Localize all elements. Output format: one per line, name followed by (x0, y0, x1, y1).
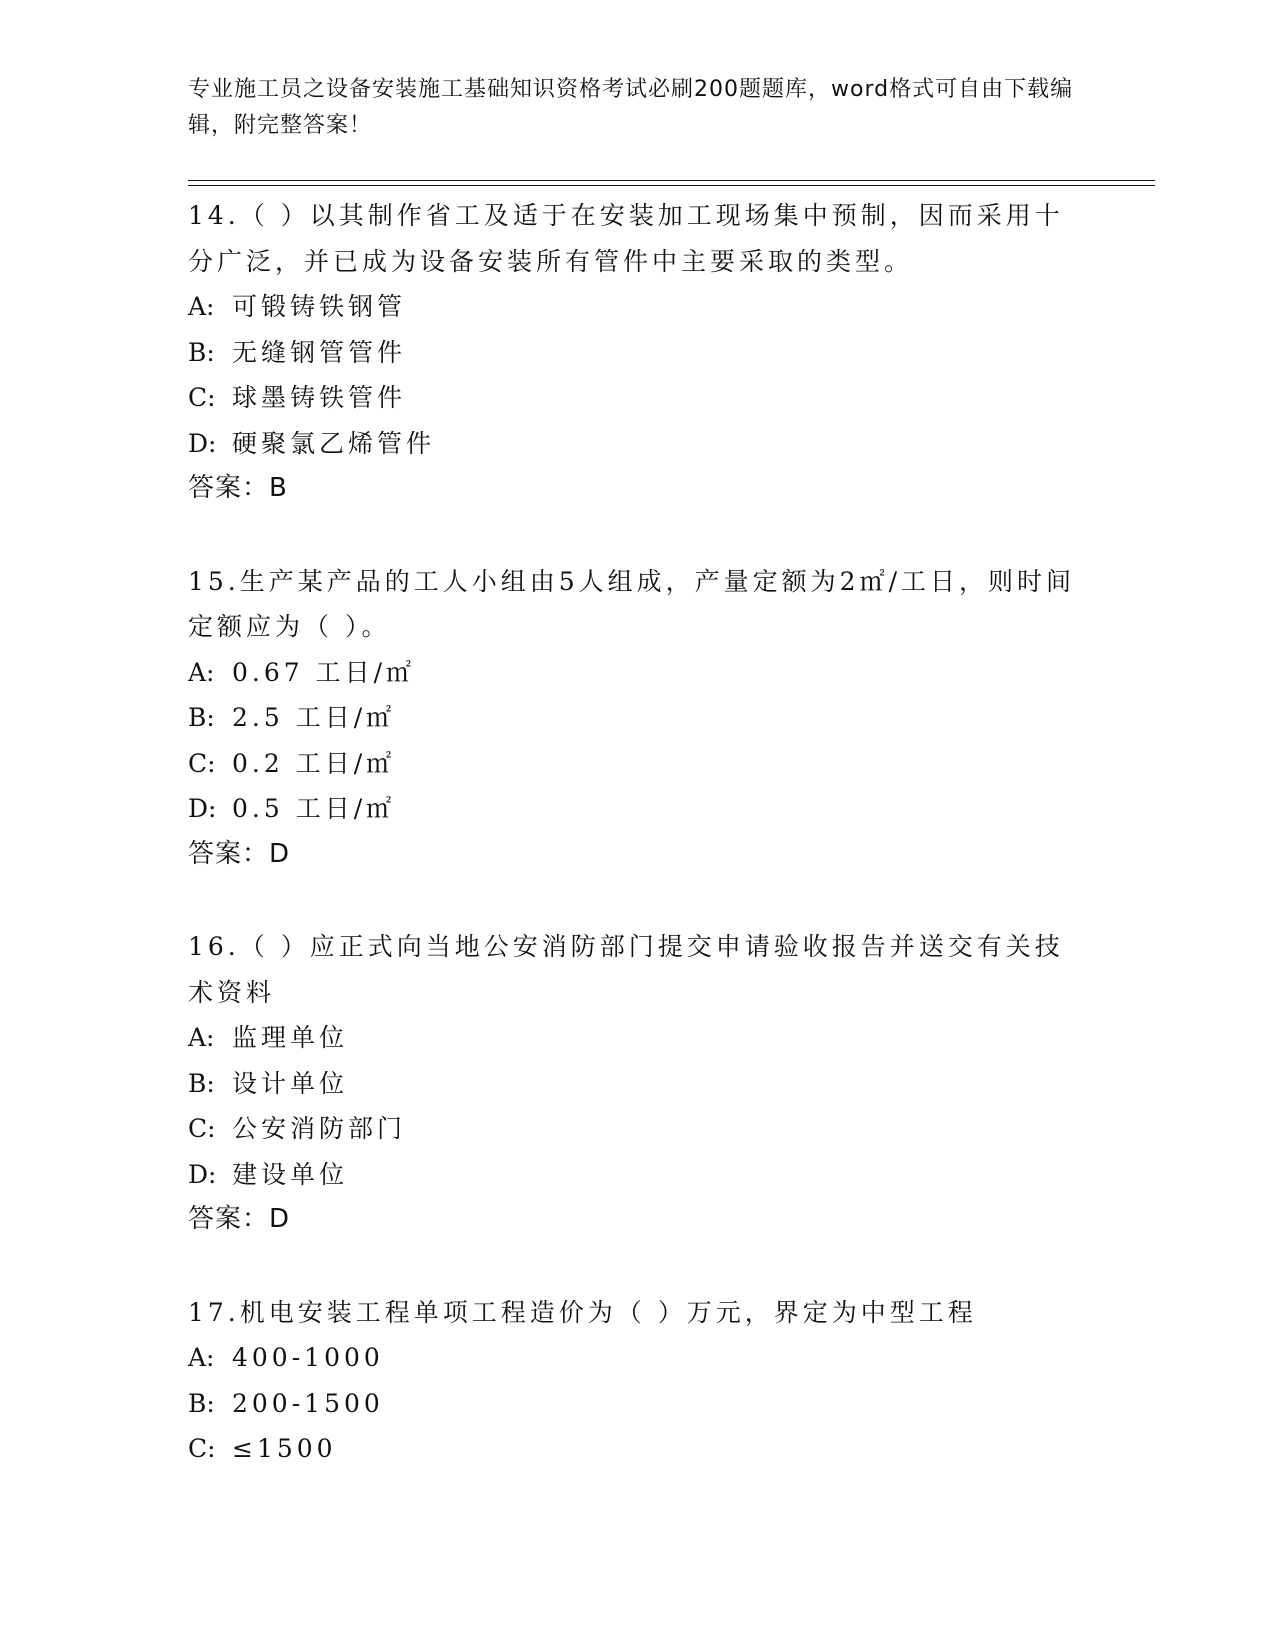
question-block (188, 193, 1088, 512)
option-text: 0.67 工日/㎡ (232, 657, 416, 687)
option-letter: D: (188, 428, 217, 458)
option-text: 0.5 工日/㎡ (232, 794, 396, 823)
question-stem: 14.（ ）以其制作省工及适于在安装加工现场集中预制，因而采用十分广泛，并已成为设备安装所有管件中主要采取的类型。 (188, 201, 1064, 276)
option-letter: C: (188, 748, 216, 778)
option-letter: A: (188, 292, 215, 321)
answer-option (188, 741, 1088, 787)
option-text: 建设单位 (232, 1159, 349, 1189)
header-rule-thin (188, 185, 1155, 186)
option-text: 无缝钢管管件 (232, 337, 407, 367)
option-letter: B: (188, 1068, 215, 1098)
option-text: 0.2 工日/㎡ (232, 748, 396, 778)
question-stem: 16.（ ）应正式向当地公安消防部门提交申请验收报告并送交有关技术资料 (188, 932, 1064, 1007)
answer-option (188, 1426, 1088, 1472)
document-title: 专业施工员之设备安装施工基础知识资格考试必刷200题题库，word格式可自由下载编辑，附完整答案！ (188, 77, 1074, 138)
question-stem: 15.生产某产品的工人小组由5人组成，产量定额为2㎡/工日，则时间定额应为（ ）。 (188, 566, 1075, 641)
answer-option (188, 421, 1088, 467)
option-letter: D: (188, 1159, 217, 1189)
option-text: ≤1500 (232, 1434, 337, 1463)
question-block (188, 1290, 1088, 1472)
answer-option (188, 695, 1088, 741)
option-text: 公安消防部门 (232, 1114, 407, 1143)
option-text: 硬聚氯乙烯管件 (232, 428, 436, 458)
answer-key: 答案：D (188, 1204, 291, 1234)
answer-option (188, 1106, 1088, 1152)
option-text: 可锻铸铁钢管 (232, 292, 407, 321)
option-text: 监理单位 (232, 1023, 349, 1052)
answer-option (188, 786, 1088, 832)
option-letter: B: (188, 337, 215, 367)
option-letter: C: (188, 1434, 216, 1463)
option-letter: A: (188, 1343, 215, 1372)
document-header (188, 72, 1088, 144)
option-text: 设计单位 (232, 1068, 349, 1098)
answer-option (188, 1381, 1088, 1427)
answer-option (188, 1061, 1088, 1107)
option-letter: A: (188, 1023, 215, 1052)
answer-option (188, 1152, 1088, 1198)
answer-option (188, 650, 1088, 696)
option-text: 2.5 工日/㎡ (232, 703, 396, 732)
option-text: 200-1500 (232, 1388, 384, 1418)
option-text: 球墨铸铁管件 (232, 383, 407, 412)
option-letter: D: (188, 794, 217, 823)
option-letter: B: (188, 1388, 215, 1418)
answer-option (188, 375, 1088, 421)
option-letter: C: (188, 383, 216, 412)
header-rule-thick (188, 180, 1155, 181)
option-letter: B: (188, 703, 215, 732)
question-block (188, 924, 1088, 1243)
option-text: 400-1000 (232, 1343, 384, 1372)
question-block (188, 559, 1088, 878)
option-letter: A: (188, 657, 215, 687)
answer-key: 答案：D (188, 838, 291, 869)
option-letter: C: (188, 1114, 216, 1143)
answer-option (188, 330, 1088, 376)
question-list (188, 193, 1088, 1519)
answer-key: 答案：B (188, 473, 288, 503)
answer-option (188, 1335, 1088, 1381)
answer-option (188, 1015, 1088, 1061)
answer-option (188, 284, 1088, 330)
question-stem: 17.机电安装工程单项工程造价为（ ）万元，界定为中型工程 (188, 1297, 977, 1327)
